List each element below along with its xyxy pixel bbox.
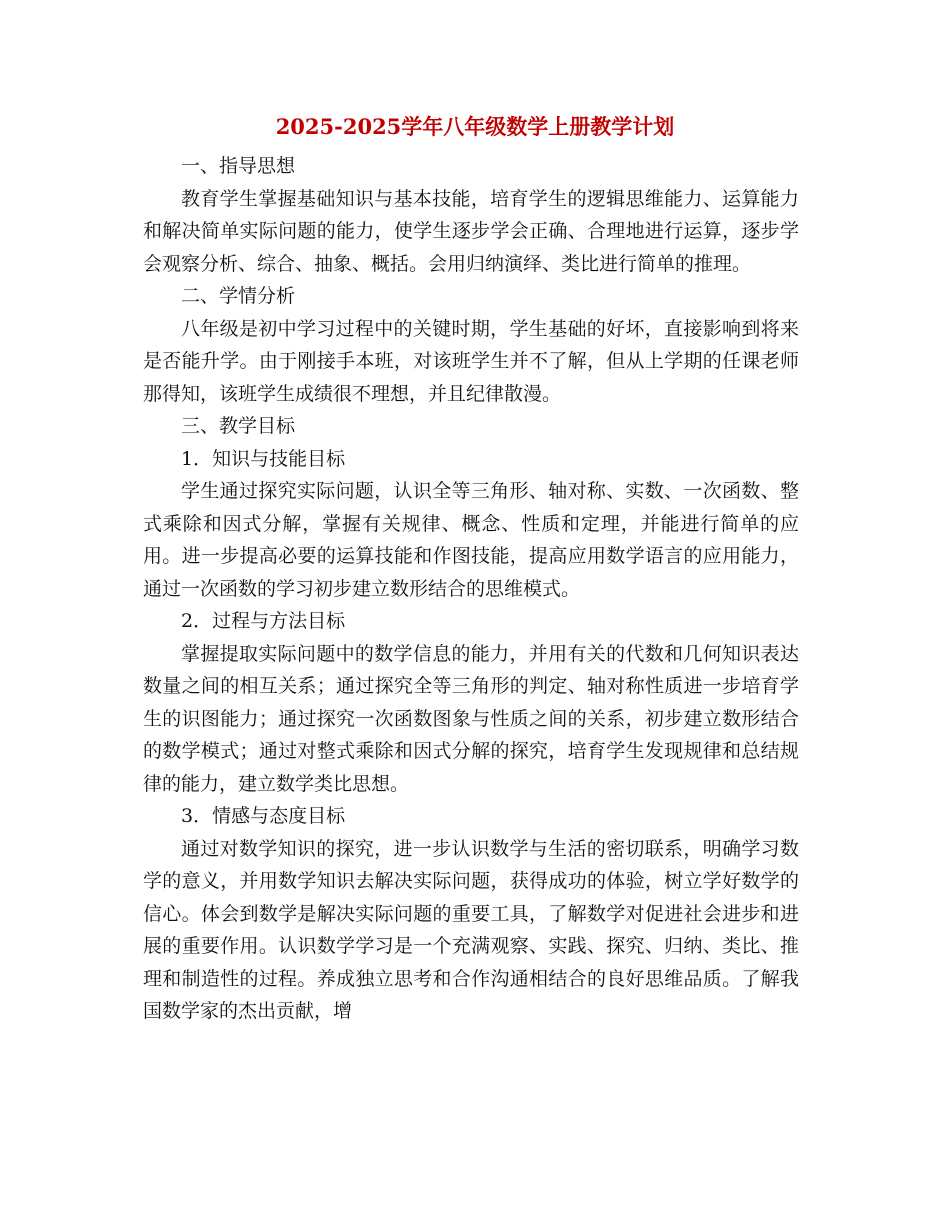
- subheading-knowledge-skills: 1．知识与技能目标: [181, 447, 346, 470]
- document-title: 2025-2025学年八年级数学上册教学计划: [275, 114, 675, 139]
- paragraph-knowledge-skills: 学生通过探究实际问题，认识全等三角形、轴对称、实数、一次函数、整式乘除和因式分解，掌握有关规律、概念、性质和定理，并能进行简单的应用。进一步提高必要的运算技能和作图技能，提高应用数学语言的应用能力，通过一次函数的学习初步建立数形结合的思维模式。: [143, 480, 799, 600]
- paragraph-learning-analysis: 八年级是初中学习过程中的关键时期，学生基础的好坏，直接影响到将来是否能升学。由于刚接手本班，对该班学生并不了解，但从上学期的任课老师那得知，该班学生成绩很不理想，并且纪律散漫。: [143, 317, 799, 405]
- document-body: [143, 150, 799, 1028]
- paragraph-guiding-thought: 教育学生掌握基础知识与基本技能，培育学生的逻辑思维能力、运算能力和解决简单实际问题的能力，使学生逐步学会正确、合理地进行运算，逐步学会观察分析、综合、抽象、概括。会用归纳演绎、类比进行简单的推理。: [143, 187, 799, 275]
- section-heading-learning-analysis: 二、学情分析: [181, 285, 296, 307]
- paragraph-process-methods: 掌握提取实际问题中的数学信息的能力，并用有关的代数和几何知识表达数量之间的相互关系；通过探究全等三角形的判定、轴对称性质进一步培育学生的识图能力；通过探究一次函数图象与性质之间的关系，初步建立数形结合的数学模式；通过对整式乘除和因式分解的探究，培育学生发现规律和总结规律的能力，建立数学类比思想。: [143, 642, 799, 795]
- section-heading-guiding-thought: 一、指导思想: [181, 155, 296, 177]
- section-heading-teaching-goals: 三、教学目标: [181, 415, 296, 437]
- subheading-process-methods: 2．过程与方法目标: [181, 610, 346, 632]
- subheading-emotion-attitude: 3．情感与态度目标: [181, 805, 346, 827]
- paragraph-emotion-attitude: 通过对数学知识的探究，进一步认识数学与生活的密切联系，明确学习数学的意义，并用数学知识去解决实际问题，获得成功的体验，树立学好数学的信心。体会到数学是解决实际问题的重要工具，了解数学对促进社会进步和进展的重要作用。认识数学学习是一个充满观察、实践、探究、归纳、类比、推理和制造性的过程。养成独立思考和合作沟通相结合的良好思维品质。了解我国数学家的杰出贡献，增: [143, 837, 799, 1022]
